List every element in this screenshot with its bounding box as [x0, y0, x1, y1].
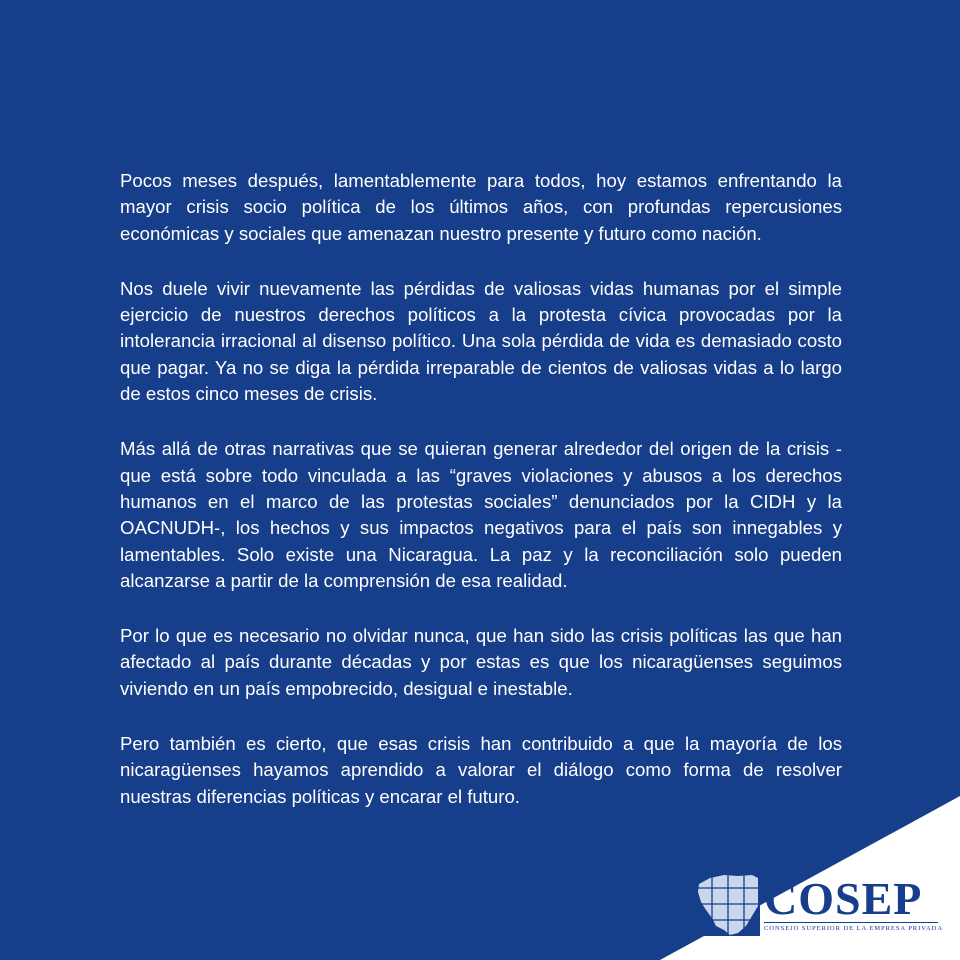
logo-wordmark: COSEP: [764, 873, 923, 924]
paragraph-4: Por lo que es necesario no olvidar nunca, que han sido las crisis políticas las que han afectado al país durante décadas y por estas es que los nicaragüenses seguimos viviendo en un país empobrecido, desigual e inestable.: [120, 625, 842, 699]
paragraph-2: Nos duele vivir nuevamente las pérdidas de valiosas vidas humanas por el simple ejercicio de nuestros derechos políticos a la protesta cívica provocadas por la intolerancia irracional al disenso político. Una sola pérdida de vida es demasiado costo que pagar. Ya no se diga la pérdida irreparable de cientos de valiosas vidas a lo largo de estos cinco meses de crisis.: [120, 277, 842, 405]
paragraph-5: Pero también es cierto, que esas crisis han contribuido a que la mayoría de los nicaragüenses hayamos aprendido a valorar el diálogo como forma de resolver nuestras diferencias políticas y encarar el futuro.: [120, 733, 842, 807]
paragraph-1: Pocos meses después, lamentablemente para todos, hoy estamos enfrentando la mayor crisis socio política de los últimos años, con profundas repercusiones económicas y sociales que amenazan nuestro presente y futuro como nación.: [120, 170, 842, 244]
nicaragua-map-grid-icon: [696, 872, 760, 936]
paragraph-3: Más allá de otras narrativas que se quieran generar alrededor del origen de la crisis -que está sobre todo vinculada a las “graves violaciones y abusos a los derechos humanos en el marco de las protestas sociales” denunciados por la CIDH y la OACNUDH-, los hechos y sus impactos negativos para el país son innegables y lamentables. Solo existe una Nicaragua. La paz y la reconciliación solo pueden alcanzarse a partir de la comprensión de esa realidad.: [120, 438, 842, 591]
cosep-logo: [696, 872, 946, 944]
logo-tagline: CONSEJO SUPERIOR DE LA EMPRESA PRIVADA: [764, 922, 938, 932]
